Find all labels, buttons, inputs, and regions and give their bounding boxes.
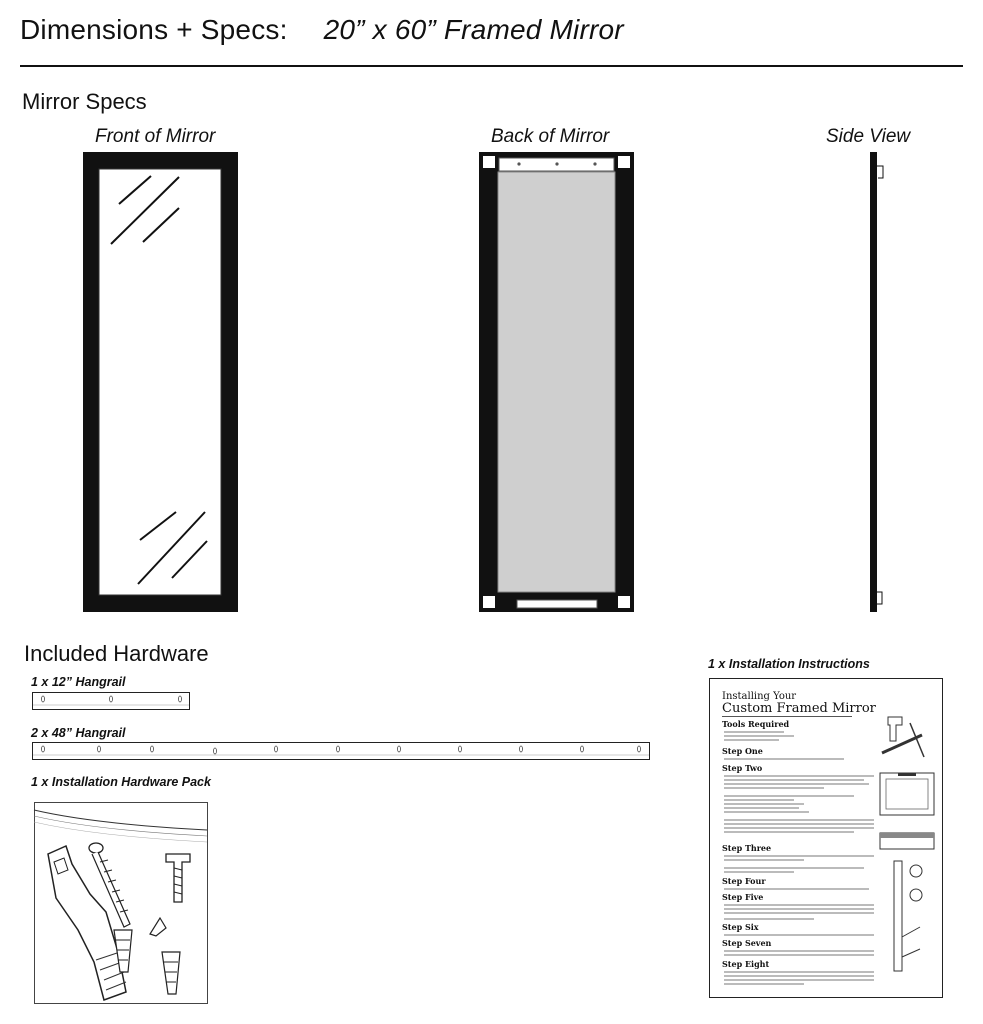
- doc-section-step-one: Step One: [722, 746, 763, 756]
- doc-title-line1: Installing Your: [722, 691, 797, 702]
- doc-section-step-five: Step Five: [722, 892, 764, 902]
- doc-text-line: [724, 758, 844, 760]
- instructions-document: [709, 678, 943, 998]
- doc-section-step-eight: Step Eight: [722, 959, 770, 969]
- doc-text-line: [724, 735, 794, 737]
- doc-text-line: [724, 979, 874, 981]
- doc-frame-illustration: [878, 771, 936, 817]
- doc-section-step-four: Step Four: [722, 876, 766, 886]
- doc-title-line2: Custom Framed Mirror: [722, 701, 876, 716]
- doc-text-line: [724, 867, 864, 869]
- hangrail-12-drawing: [32, 692, 190, 710]
- doc-text-line: [724, 811, 809, 813]
- side-view-drawing: [866, 152, 886, 612]
- hardware-pack-drawing: [34, 802, 208, 1004]
- doc-section-tools: Tools Required: [722, 719, 790, 729]
- doc-text-line: [724, 859, 804, 861]
- doc-text-line: [724, 954, 874, 956]
- doc-text-line: [724, 855, 874, 857]
- doc-text-line: [724, 871, 794, 873]
- doc-text-line: [724, 908, 874, 910]
- doc-text-line: [724, 918, 814, 920]
- hangrail-12-label: 1 x 12” Hangrail: [31, 675, 126, 689]
- title-product: 20” x 60” Framed Mirror: [323, 14, 624, 45]
- doc-text-line: [724, 783, 869, 785]
- back-of-mirror-label: Back of Mirror: [491, 126, 610, 147]
- doc-tools-illustration: [880, 713, 930, 761]
- doc-section-step-two: Step Two: [722, 763, 763, 773]
- doc-text-line: [724, 803, 804, 805]
- doc-text-line: [724, 888, 869, 890]
- doc-text-line: [724, 823, 874, 825]
- doc-text-line: [724, 731, 784, 733]
- doc-text-line: [724, 827, 874, 829]
- doc-text-line: [724, 795, 854, 797]
- side-view-label: Side View: [826, 126, 911, 147]
- page-title: [20, 14, 624, 46]
- doc-title-underline: [722, 716, 852, 717]
- header-divider: [20, 65, 963, 67]
- front-of-mirror-label: Front of Mirror: [95, 126, 216, 147]
- doc-section-step-six: Step Six: [722, 922, 759, 932]
- doc-text-line: [724, 779, 864, 781]
- doc-wall-mount-illustration: [890, 857, 930, 977]
- doc-hangrail-illustration: [878, 831, 936, 851]
- doc-text-line: [724, 975, 874, 977]
- doc-text-line: [724, 787, 824, 789]
- doc-text-line: [724, 983, 804, 985]
- hardware-pack-label: 1 x Installation Hardware Pack: [31, 775, 211, 789]
- doc-section-step-three: Step Three: [722, 843, 772, 853]
- doc-text-line: [724, 775, 874, 777]
- doc-text-line: [724, 934, 874, 936]
- doc-text-line: [724, 831, 854, 833]
- hangrail-48-label: 2 x 48” Hangrail: [31, 726, 126, 740]
- instructions-label: 1 x Installation Instructions: [708, 657, 870, 671]
- back-mirror-drawing: [479, 152, 634, 612]
- title-main: Dimensions + Specs:: [20, 14, 288, 45]
- doc-text-line: [724, 739, 779, 741]
- front-mirror-drawing: [83, 152, 238, 612]
- hangrail-48-drawing: [32, 742, 650, 760]
- doc-text-line: [724, 819, 874, 821]
- doc-text-line: [724, 950, 874, 952]
- doc-text-line: [724, 904, 874, 906]
- doc-text-line: [724, 807, 799, 809]
- doc-text-line: [724, 912, 874, 914]
- doc-text-line: [724, 799, 794, 801]
- mirror-specs-heading: Mirror Specs: [22, 89, 147, 114]
- doc-text-line: [724, 971, 874, 973]
- included-hardware-heading: Included Hardware: [24, 641, 209, 666]
- doc-section-step-seven: Step Seven: [722, 938, 772, 948]
